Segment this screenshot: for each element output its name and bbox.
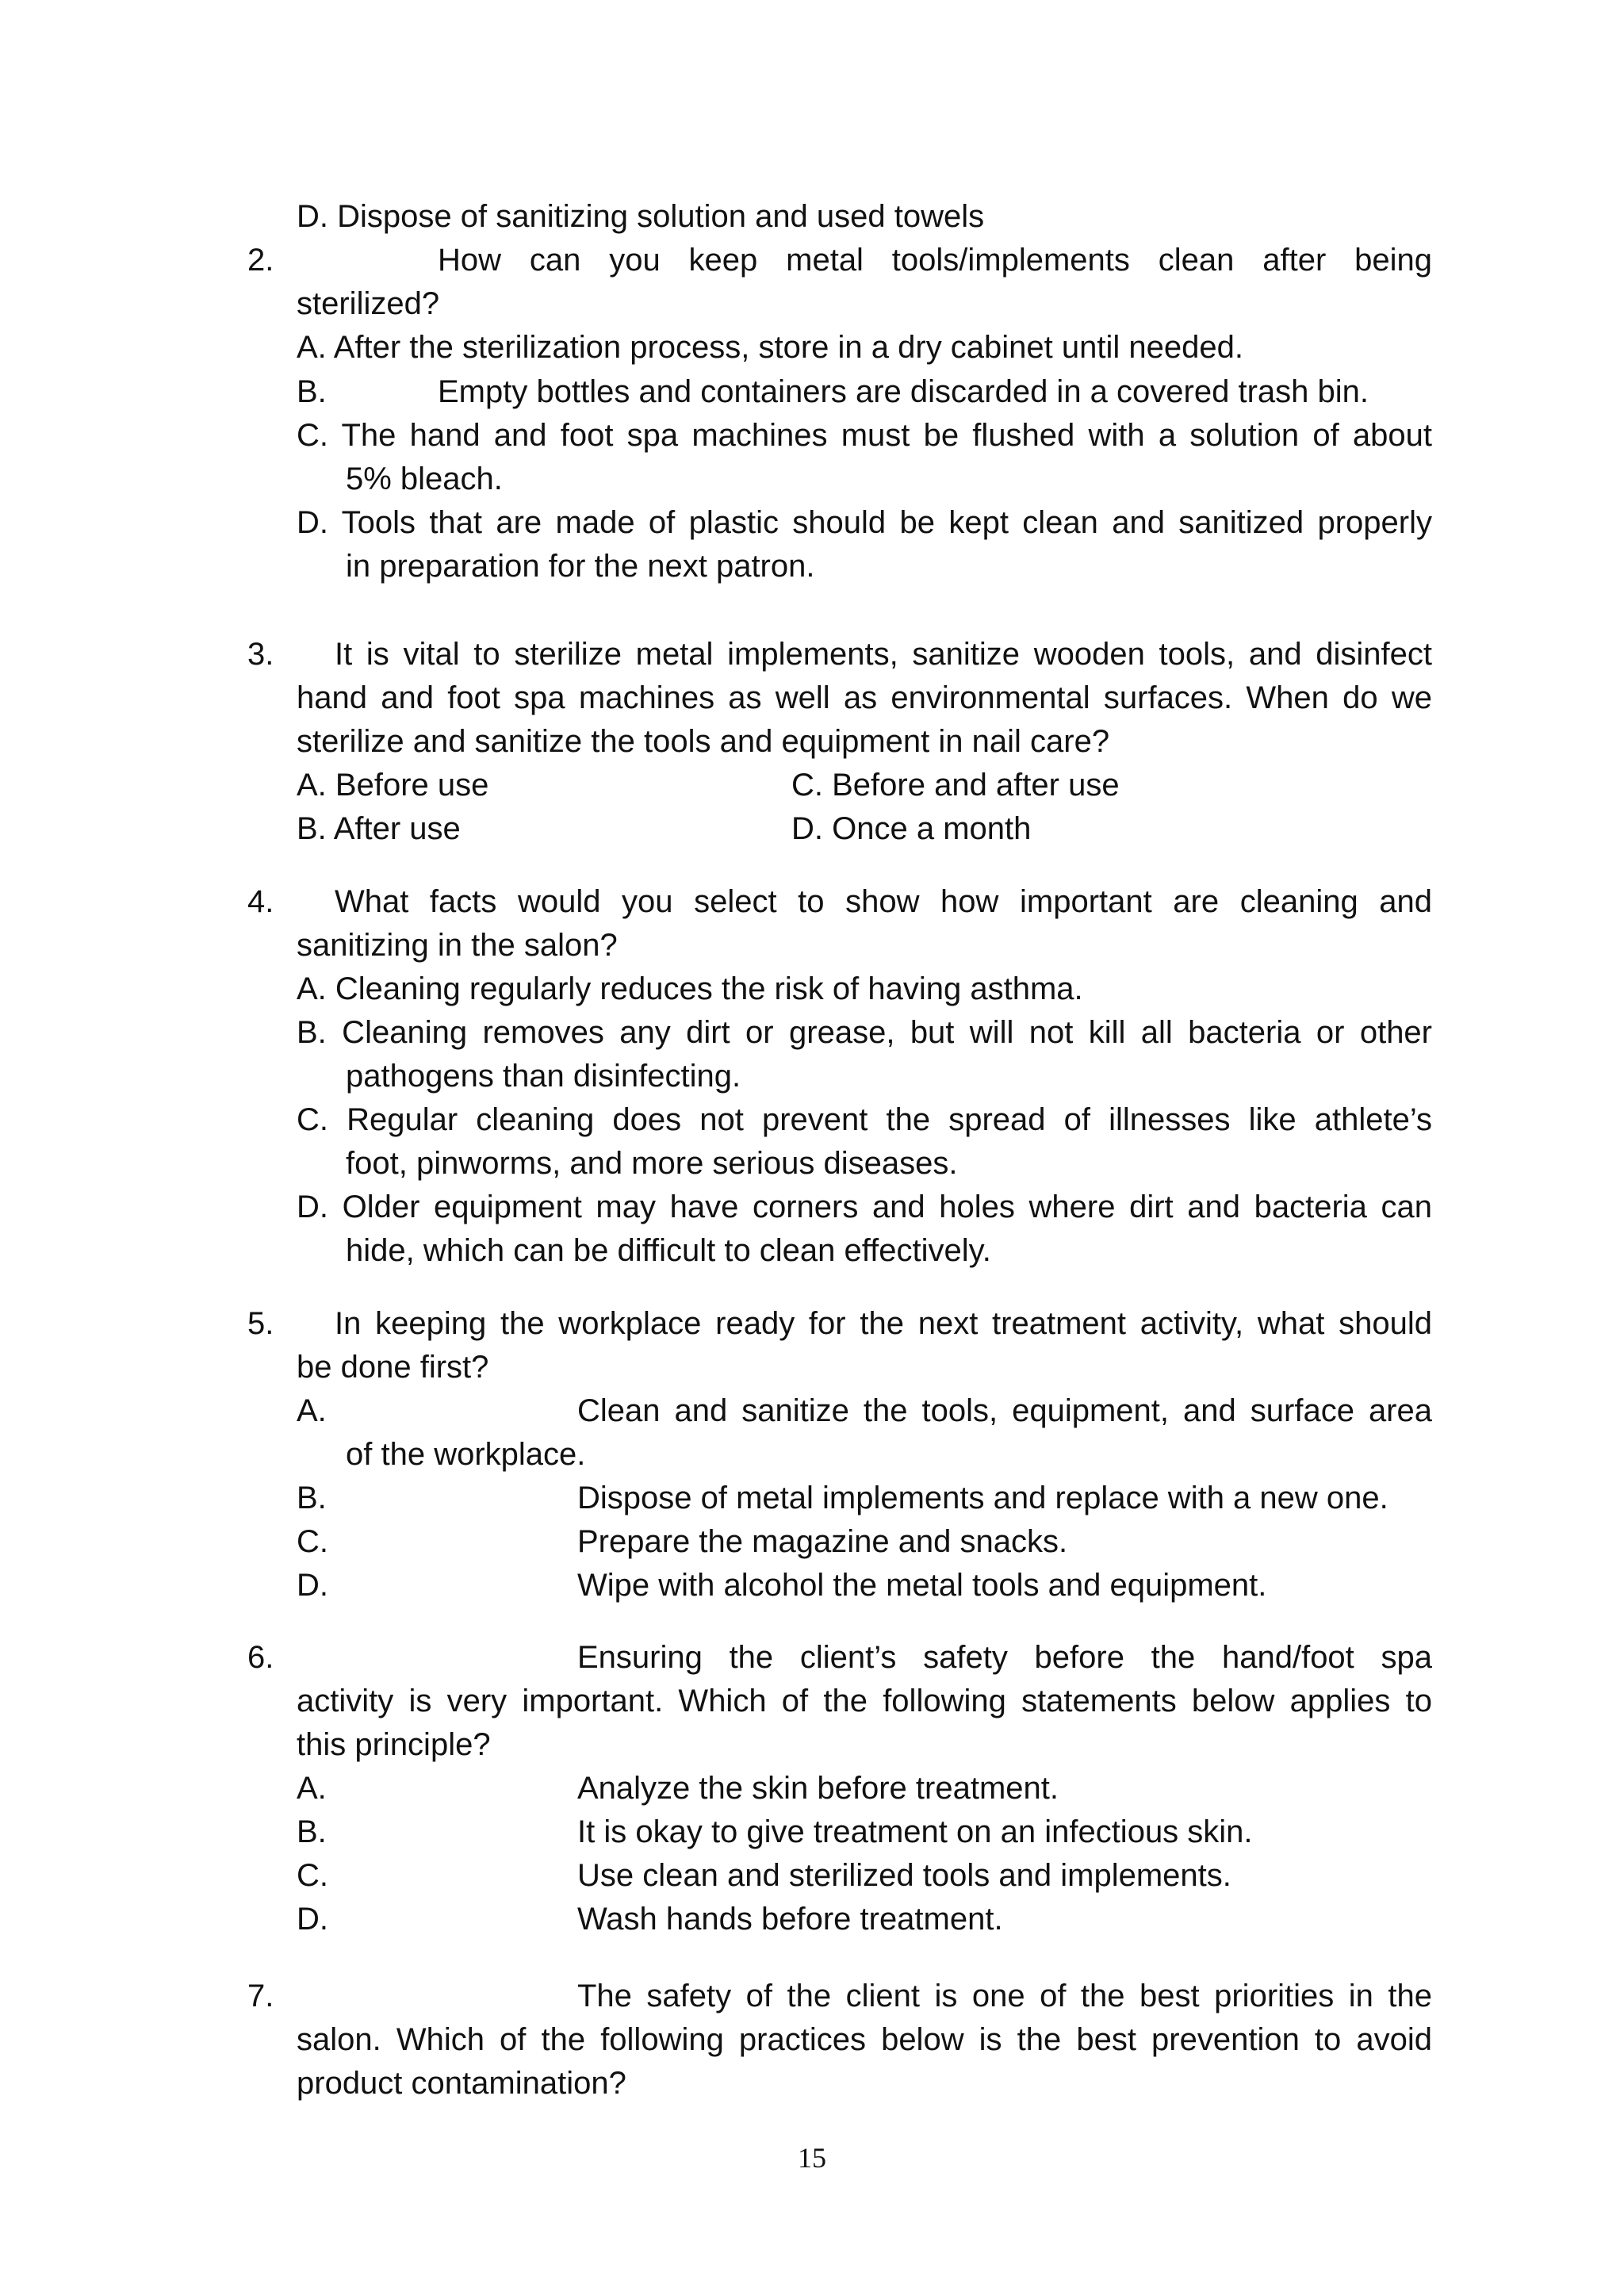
- q6-stem-line3: this principle?: [297, 1727, 491, 1762]
- q4-number: 4.: [247, 884, 274, 919]
- q6-option-c-letter: C.: [297, 1858, 328, 1893]
- q6-option-b-letter: B.: [297, 1814, 327, 1849]
- q3-stem-line1: It is vital to sterilize metal implements, sanitize wooden tools, and disinfect: [335, 637, 1432, 672]
- q3-stem-line3: sterilize and sanitize the tools and equipment in nail care?: [297, 724, 1110, 759]
- q2-stem-line2: sterilized?: [297, 286, 440, 321]
- q5-stem-line1: In keeping the workplace ready for the next treatment activity, what should: [335, 1306, 1432, 1341]
- q4-option-d-line1: D. Older equipment may have corners and holes where dirt and bacteria can: [297, 1190, 1432, 1224]
- q6-option-c: Use clean and sterilized tools and implements.: [577, 1858, 1231, 1893]
- q6-option-a: Analyze the skin before treatment.: [577, 1771, 1059, 1806]
- page-number: 15: [798, 2142, 826, 2174]
- q6-option-d-letter: D.: [297, 1902, 328, 1937]
- q4-option-c-line1: C. Regular cleaning does not prevent the spread of illnesses like athlete’s: [297, 1102, 1432, 1137]
- q7-stem-line3: product contamination?: [297, 2066, 626, 2101]
- q5-option-a-line1: Clean and sanitize the tools, equipment, and surface area: [577, 1393, 1432, 1428]
- q2-number: 2.: [247, 243, 274, 278]
- q4-option-c-line2: foot, pinworms, and more serious diseases.: [346, 1146, 958, 1181]
- q4-option-a: A. Cleaning regularly reduces the risk of having asthma.: [297, 971, 1083, 1006]
- q7-stem-line2: salon. Which of the following practices below is the best prevention to avoid: [297, 2022, 1432, 2057]
- q1-option-d: D. Dispose of sanitizing solution and used towels: [297, 199, 985, 234]
- q5-option-a-line2: of the workplace.: [346, 1437, 586, 1472]
- q3-number: 3.: [247, 637, 274, 672]
- q2-stem-line1: How can you keep metal tools/implements clean after being: [438, 243, 1432, 278]
- q6-number: 6.: [247, 1640, 274, 1675]
- q2-option-b: Empty bottles and containers are discarded in a covered trash bin.: [438, 374, 1369, 409]
- q5-option-c-letter: C.: [297, 1524, 328, 1559]
- q5-option-b-letter: B.: [297, 1481, 327, 1515]
- q7-stem-line1: The safety of the client is one of the best priorities in the: [577, 1979, 1432, 2013]
- q2-option-d-line1: D. Tools that are made of plastic should be kept clean and sanitized properly: [297, 505, 1432, 540]
- q5-option-d: Wipe with alcohol the metal tools and equipment.: [577, 1568, 1267, 1603]
- q3-option-d: D. Once a month: [791, 811, 1032, 846]
- q4-stem-line2: sanitizing in the salon?: [297, 928, 618, 963]
- q2-option-a: A. After the sterilization process, store in a dry cabinet until needed.: [297, 330, 1243, 365]
- q6-option-a-letter: A.: [297, 1771, 327, 1806]
- q2-option-c-line1: C. The hand and foot spa machines must be flushed with a solution of about: [297, 418, 1432, 453]
- q7-number: 7.: [247, 1979, 274, 2013]
- q6-stem-line2: activity is very important. Which of the following statements below applies to: [297, 1684, 1432, 1718]
- q4-option-d-line2: hide, which can be difficult to clean effectively.: [346, 1233, 991, 1268]
- q6-option-b: It is okay to give treatment on an infectious skin.: [577, 1814, 1253, 1849]
- q4-option-b-line1: B. Cleaning removes any dirt or grease, but will not kill all bacteria or other: [297, 1015, 1432, 1050]
- q5-stem-line2: be done first?: [297, 1350, 489, 1385]
- q4-stem-line1: What facts would you select to show how important are cleaning and: [335, 884, 1432, 919]
- q3-stem-line2: hand and foot spa machines as well as environmental surfaces. When do we: [297, 680, 1432, 715]
- q5-number: 5.: [247, 1306, 274, 1341]
- q5-option-b: Dispose of metal implements and replace with a new one.: [577, 1481, 1388, 1515]
- q3-option-b: B. After use: [297, 811, 461, 846]
- q3-option-a: A. Before use: [297, 768, 489, 803]
- q4-option-b-line2: pathogens than disinfecting.: [346, 1059, 741, 1094]
- q5-option-c: Prepare the magazine and snacks.: [577, 1524, 1068, 1559]
- q6-option-d: Wash hands before treatment.: [577, 1902, 1003, 1937]
- q5-option-a-letter: A.: [297, 1393, 327, 1428]
- q2-option-c-line2: 5% bleach.: [346, 462, 503, 496]
- q2-option-d-line2: in preparation for the next patron.: [346, 549, 815, 584]
- q6-stem-line1: Ensuring the client’s safety before the hand/foot spa: [577, 1640, 1432, 1675]
- q3-option-c: C. Before and after use: [791, 768, 1120, 803]
- q2-option-b-letter: B.: [297, 374, 327, 409]
- q5-option-d-letter: D.: [297, 1568, 328, 1603]
